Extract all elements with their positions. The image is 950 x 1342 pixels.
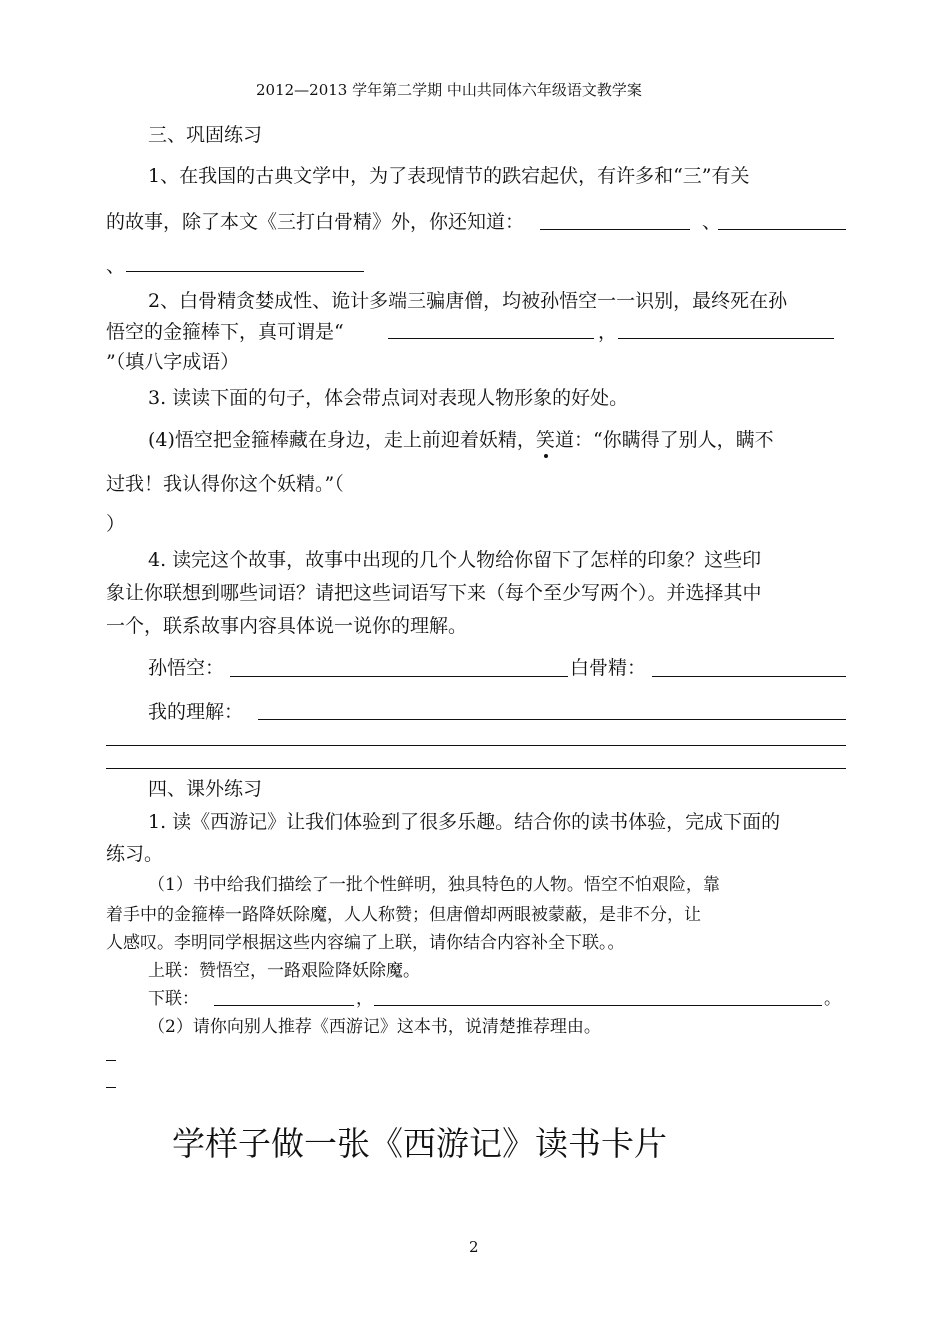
page-number: 2 xyxy=(469,1238,479,1256)
emphasis-dot-icon xyxy=(544,454,548,458)
q4-line1: 4. 读完这个故事，故事中出现的几个人物给你留下了怎样的印象？这些印 xyxy=(148,549,762,571)
q1-line1: 1、在我国的古典文学中，为了表现情节的跌宕起伏，有许多和“三”有关 xyxy=(148,165,750,187)
q2-line3: ”（填八字成语） xyxy=(106,351,240,373)
reading-card-title: 学样子做一张《西游记》读书卡片 xyxy=(172,1124,667,1163)
q3-close-paren: ） xyxy=(106,513,126,535)
q1-answer-blank-1[interactable] xyxy=(540,229,690,230)
q3-sentence-post: 道：“你瞒得了别人，瞒不 xyxy=(554,429,774,451)
q1-separator-2: 、 xyxy=(106,255,126,277)
s4-q1-line1: 1. 读《西游记》让我们体验到了很多乐趣。结合你的读书体验，完成下面的 xyxy=(148,811,781,833)
xialian-blank-2[interactable] xyxy=(374,1005,822,1006)
q4-line2: 象让你联想到哪些词语？请把这些词语写下来（每个至少写两个）。并选择其中 xyxy=(106,582,762,604)
s4-q1-line2: 练习。 xyxy=(106,843,164,865)
q3-sentence-line1 xyxy=(148,428,774,452)
q3-dotted-word: 笑 xyxy=(536,429,555,451)
page-header: 2012—2013 学年第二学期 中山共同体六年级语文教学案 xyxy=(256,81,642,99)
xialian-label: 下联： xyxy=(148,989,199,1009)
q4-sunwukong-blank[interactable] xyxy=(230,676,568,677)
q4-understanding-blank-3[interactable] xyxy=(106,768,846,769)
q4-understanding-blank-2[interactable] xyxy=(106,745,846,746)
s4-sub2: （2）请你向别人推荐《西游记》这本书，说清楚推荐理由。 xyxy=(148,1017,601,1037)
section3-title: 三、巩固练习 xyxy=(148,124,263,146)
q2-line1: 2、白骨精贪婪成性、诡计多端三骗唐僧，均被孙悟空一一识别，最终死在孙 xyxy=(148,290,788,312)
s4-sub1-line2: 着手中的金箍棒一路降妖除魔，人人称赞；但唐僧却两眼被蒙蔽，是非不分，让 xyxy=(106,905,701,925)
q4-label-baigujing: 白骨精： xyxy=(570,657,647,679)
s4-sub2-answer-blank-2[interactable] xyxy=(106,1087,116,1088)
q2-line2: 悟空的金箍棒下，真可谓是“ xyxy=(106,321,344,343)
q4-label-sunwukong: 孙悟空： xyxy=(148,657,225,679)
q3-sentence-pre: (4)悟空把金箍棒藏在身边，走上前迎着妖精， xyxy=(148,429,536,451)
s4-sub2-answer-blank-1[interactable] xyxy=(106,1060,116,1061)
section4-title: 四、课外练习 xyxy=(148,778,263,800)
xialian-end: 。 xyxy=(824,989,841,1009)
q2-idiom-blank-2[interactable] xyxy=(618,338,834,339)
q3-prompt: 3. 读读下面的句子，体会带点词对表现人物形象的好处。 xyxy=(148,387,629,409)
xialian-comma: ， xyxy=(356,989,373,1009)
q4-understanding-blank-1[interactable] xyxy=(258,719,846,720)
q3-sentence-line2: 过我！我认得你这个妖精。”（ xyxy=(106,473,344,495)
s4-sub1-line3: 人感叹。李明同学根据这些内容编了上联，请你结合内容补全下联。。 xyxy=(106,933,625,953)
s4-sub1-line1: （1）书中给我们描绘了一批个性鲜明，独具特色的人物。悟空不怕艰险，靠 xyxy=(148,875,720,895)
q1-line2: 的故事，除了本文《三打白骨精》外，你还知道： xyxy=(106,211,525,233)
q1-answer-blank-3[interactable] xyxy=(126,271,364,272)
q2-comma: ， xyxy=(598,321,618,343)
q4-baigujing-blank[interactable] xyxy=(652,676,846,677)
shanglian: 上联：赞悟空，一路艰险降妖除魔。 xyxy=(148,961,420,981)
q1-separator-1: 、 xyxy=(702,211,722,233)
q1-answer-blank-2[interactable] xyxy=(718,229,846,230)
q2-idiom-blank-1[interactable] xyxy=(388,338,594,339)
q4-label-understanding: 我的理解： xyxy=(148,701,244,723)
q4-line3: 一个，联系故事内容具体说一说你的理解。 xyxy=(106,615,468,637)
xialian-blank-1[interactable] xyxy=(214,1005,354,1006)
